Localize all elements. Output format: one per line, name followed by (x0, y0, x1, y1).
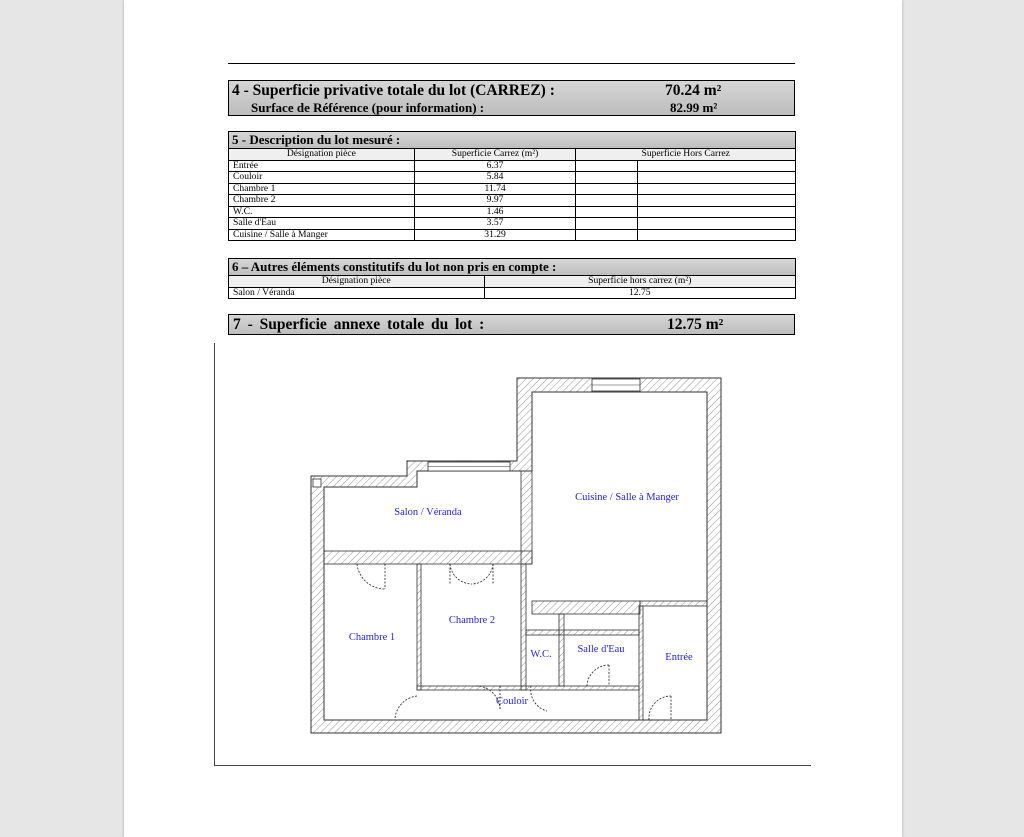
section-7-value: 12.75 m² (667, 316, 724, 333)
room-name: Couloir (229, 172, 415, 184)
table-row (229, 160, 796, 172)
room-carrez: 3.57 (414, 218, 576, 230)
room-value: 12.75 (484, 287, 795, 299)
table-row (229, 218, 796, 230)
table-row (229, 183, 796, 195)
section-4-value: 70.24 m² (665, 82, 722, 99)
room-carrez: 1.46 (414, 206, 576, 218)
room-label-cuisine: Cuisine / Salle à Manger (575, 492, 679, 503)
room-name: Entrée (229, 160, 415, 172)
section-7-annex-area (228, 314, 795, 335)
room-carrez: 5.84 (414, 172, 576, 184)
section-5-title: 5 - Description du lot mesuré : (229, 132, 796, 149)
col-header-hors-carrez: Superficie Hors Carrez (576, 149, 796, 161)
room-carrez: 6.37 (414, 160, 576, 172)
section-7-title: 7 - Superficie annexe totale du lot : (233, 316, 485, 333)
col-header-designation: Désignation pièce (229, 149, 415, 161)
floor-plan (214, 343, 811, 766)
room-label-entree: Entrée (665, 652, 693, 663)
room-name: Cuisine / Salle à Manger (229, 229, 415, 241)
room-label-wc: W.C. (530, 649, 552, 660)
room-label-chambre-2: Chambre 2 (448, 615, 496, 626)
room-label-salon: Salon / Véranda (394, 507, 462, 518)
room-carrez: 11.74 (414, 183, 576, 195)
reference-area-label: Surface de Référence (pour information) : (251, 100, 485, 115)
floor-plan-drawing (215, 343, 811, 765)
section-4-total-area (228, 80, 795, 116)
room-name: Salle d'Eau (229, 218, 415, 230)
section-4-title: 4 - Superficie privative totale du lot (CARREZ) : (232, 82, 555, 99)
room-name: Chambre 2 (229, 195, 415, 207)
top-rule (228, 63, 795, 64)
room-label-chambre-1: Chambre 1 (348, 632, 396, 643)
document-page (124, 0, 902, 837)
room-carrez: 31.29 (414, 229, 576, 241)
section-6-table (228, 258, 796, 299)
room-label-salle-eau: Salle d'Eau (577, 644, 625, 655)
section-5-table (228, 131, 796, 241)
section-6-title: 6 – Autres éléments constitutifs du lot non pris en compte : (229, 259, 796, 276)
table-row (229, 206, 796, 218)
table-row (229, 287, 796, 299)
table-row (229, 229, 796, 241)
col-header-designation: Désignation pièce (229, 276, 485, 288)
room-name: Chambre 1 (229, 183, 415, 195)
room-name: Salon / Véranda (229, 287, 485, 299)
col-header-carrez: Superficie Carrez (m²) (414, 149, 576, 161)
col-header-hors-carrez: Superficie hors carrez (m²) (484, 276, 795, 288)
room-name: W.C. (229, 206, 415, 218)
room-label-couloir: Couloir (495, 696, 529, 707)
table-row (229, 195, 796, 207)
room-carrez: 9.97 (414, 195, 576, 207)
table-row (229, 172, 796, 184)
reference-area-value: 82.99 m² (670, 100, 718, 115)
